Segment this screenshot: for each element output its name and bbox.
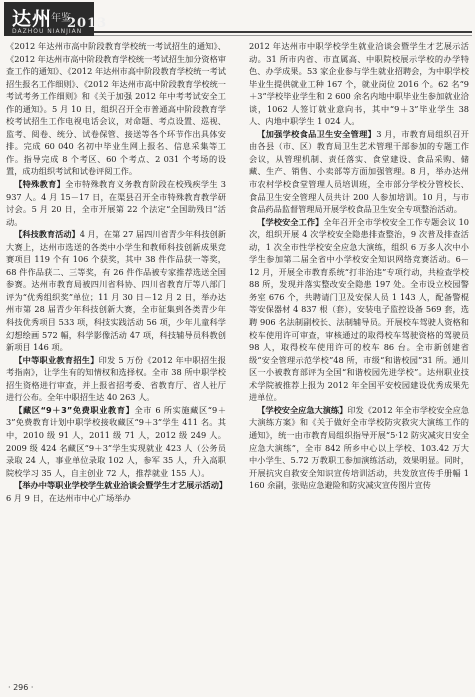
header-stripe [94,35,472,36]
paragraph: 2012 年达州市中职学校学生就业洽谈会暨学生才艺展示活动。31 所市内省、市直属高、中职院校展示学校的办学特色、办学成果。53 家企业参与学生就业招聘会，为中职学校毕业生提供就业工种 167 个，就业岗位 2016 个。62 名“9＋3”学校毕业学生和 2 600 余名内地中职毕业生参加就业洽谈，1062 人签订就业意向书，其中“9＋3”毕业学生 38 人、内地中职学生 1 024 人。 [249,41,469,127]
paragraph: 【科技教育活动】4 月，在第 27 届四川省青少年科技创新大赛上，达州市选送的各类中小学生和教师科技创新成果竞赛项目 119 个有 106 个获奖，其中 38 件作品获一等奖，68 件作品获二、三等奖，有 26 件作品被专家推荐选送全国参赛。达州市教育局被四川省科协、四川省教育厅等八部门评为“优秀组织奖”单位；11 月 30 日－12 月 2 日，举办达州市第 28 届青少年科技创新大赛，全市征集到各类青少年科技优秀项目 533 项，科技实践活动 56 项，少年儿童科学幻想绘画 572 幅，科学影像活动 47 项，科技辅导员科教创新项目 146 项。 [6,229,226,353]
yearbook-english-name: DAZHOU NIANJIAN [12,28,83,35]
paragraph: 【举办中等职业学校学生就业洽谈会暨学生才艺展示活动】6 月 9 日，在达州市中心广场举办 [6,480,228,503]
paragraph: 【学校安全工作】全年召开全市学校安全工作专题会议 10 次，组织开展 4 次学校安全隐患排查整治，9 次普及排查活动，1 次全市性学校安全应急大演练，组织 6 万多人次中小学生参加第二届全省中小学校安全知识网络竞赛活动。6－12 月，开展全市教育系统“打非治违”专项行动，共检查学校 88 所，发现并落实整改安全隐患 197 处。全市设立校园警务室 676 个，共聘请门卫及安保人员 1 143 人，配备警棍等安保器材 4 837 根（套），安装电子监控设备 569 套，选聘 906 名法制副校长、法制辅导员。开展校车驾驶人资格和校车使用许可审查，审核通过的取得校车驾驶资格的驾驶员 98 人，取得校车使用许可的校车 86 台。全市新创建省级“安全管理示范学校”48 所，市级“和谐校园”31 所。通川区一小被教育部评为全国“和谐校园先进学校”。达州职业技术学院被推荐上报为 2012 年全国平安校园建设优秀成果先进单位。 [249,216,469,403]
section-heading: 【学校安全工作】 [257,216,324,227]
yearbook-subtitle: 年鉴 [51,13,71,24]
paragraph: 【特殊教育】全市特殊教育义务教育阶段在校残疾学生 3 937 人。4 月 15－17 日，在渠县召开全市特殊教育教学研讨会。5 月 20 日，全市开展第 22 个法定“全国助残日”活动。 [6,179,226,227]
section-heading: 【学校安全应急大演练】 [257,404,348,415]
yearbook-title: 达州 [12,8,53,30]
paragraph: 【中等职业教育招生】印发 5 万份《2012 年中职招生报考指南》，让学生有的知情权和选择权。全市 38 所中职学校招生资格进行审查，并上报省招考委、省教育厅、省人社厅进行公布。全年中职招生达 40 263 人。 [6,354,226,403]
section-heading: 【举办中等职业学校学生就业洽谈会暨学生才艺展示活动】 [14,480,228,491]
section-heading: 【加强学校食品卫生安全管理】 [257,128,377,139]
page-header [0,0,475,40]
paragraph: 《2012 年达州市高中阶段教育学校统一考试招生的通知》、《2012 年达州市高中阶段教育学校统一考试招生加分资格审查工作的通知》、《2012 年达州市高中阶段教育学校统一考试招生报名工作细则》、《2012 年达州市高中阶段教育学校统一考试考务工作细则》和《关于加强 2012 年中考考试安全工作的通知》。5 月 10 日，组织召开全市普通高中阶段教育学校考试招生工作电视电话会议，对命题、考点设置、巡视、监考、阅卷、统分、试卷保管、接送等各个环节作出具体安排。完成 60 040 名初中毕业生网上报名、信息采集等工作。指导完成 8 个考区、60 个考点、2 031 个考场的设置，成功组织考试和试卷评阅工作。 [6,41,226,177]
section-heading: 【中等职业教育招生】 [14,354,99,365]
page-number: · 296 · [8,683,34,692]
paragraph: 【学校安全应急大演练】印发《2012 年全市学校安全应急大演练方案》和《关于做好全市学校防灾救灾大演练工作的通知》，统一由市教育局组织指导开展“5·12 防灾减灾日安全应急大演练”，全市 842 所乡中心以上学校、103.42 万大中小学生、5.72 万教职工参加演练活动，效果明显。同时，开展抗灾自救安全知识宣传培训活动，共发放宣传手册幅 1 160 余副，张贴应急避险和防灾减灾宣传图片宣传 [249,404,469,491]
yearbook-year: 2013 [67,16,108,31]
right-column [249,40,469,492]
paragraph: 【藏区“9＋3”免费职业教育】全市 6 所实施藏区“9＋3”免费教育计划中职学校接收藏区“9＋3”学生 411 名。其中，2010 级 91 人，2011 级 71 人，2012 级 249 人。2009 级 424 名藏区“9＋3”学生实现就业 423 人（公务员录取 24 人，事业单位录取 102 人，参军 35 人，升入高职院校学习 35 人，自主创业 72 人，推荐就业 155 人）。 [6,404,227,478]
paragraph: 【加强学校食品卫生安全管理】3 月，市教育局组织召开由各县（市、区）教育局卫生艺术管理干部参加的专题工作会议，从管理机制、责任落实、食堂建设、食品采购、储藏、生产、销售、小卖部等方面加强管理。8 月，举办达州市农村学校食堂管理人员培训班，全市部分学校分管校长、食品卫生安全管理人员共计 200 人参加培训。10 月，与市食品药品监督管理局开展学校食品卫生安全专项整治活动。 [249,128,469,215]
section-heading: 【特殊教育】 [14,179,66,190]
left-column [6,40,226,504]
header-rule [94,31,472,33]
section-heading: 【藏区“9＋3”免费职业教育】 [14,404,135,415]
yearbook-logo [4,2,108,36]
section-heading: 【科技教育活动】 [14,229,80,240]
